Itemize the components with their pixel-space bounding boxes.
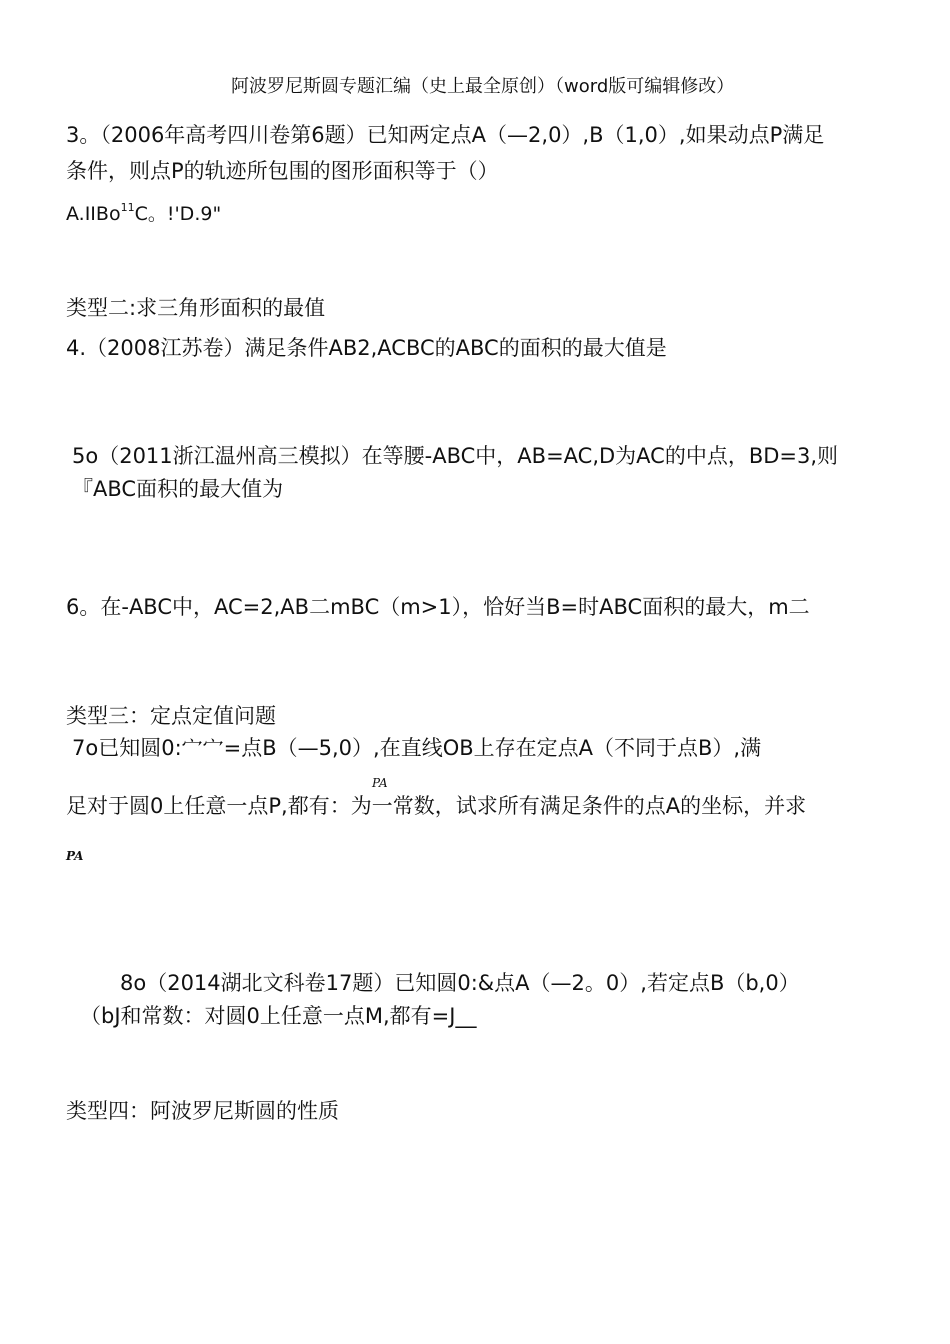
option-a-b: A.IIB [66,203,109,225]
question-5-line-1: 5o（2011浙江温州高三模拟）在等腰-ABC中，AB=AC,D为AC的中点，BD=3,则 [72,444,839,468]
section-heading-type-2: 类型二:求三角形面积的最值 [66,296,326,320]
option-c-d: C。!'D.9" [134,203,222,225]
question-3-line-1: 3。（2006年高考四川卷第6题）已知两定点A（—2,0）,B（1,0）,如果动点P满足 [66,123,825,147]
question-4: 4.（2008江苏卷）满足条件AB2,ACBC的ABC的面积的最大值是 [66,336,667,360]
fraction-numerator-pa: PA [372,776,388,790]
section-heading-type-3: 类型三：定点定值问题 [66,704,276,728]
question-7-line-2: 足对于圆0上任意一点P,都有：为一常数，试求所有满足条件的点A的坐标，并求 [66,794,807,818]
question-3-options [66,194,221,228]
question-8-line-2: （bJ和常数：对圆0上任意一点M,都有=J__ [80,1004,477,1028]
option-superscript: 11 [120,201,135,214]
option-subscript: o [108,203,121,225]
question-5-line-2: 『ABC面积的最大值为 [72,477,284,501]
question-8-line-1: 8o（2014湖北文科卷17题）已知圆0:&点A（—2。0）,若定点B（b,0） [120,971,800,995]
document-title: 阿波罗尼斯圆专题汇编（史上最全原创）（word版可编辑修改） [231,76,735,97]
question-7-line-1: 7o已知圆0:宀宀=点B（—5,0）,在直线OB上存在定点A（不同于点B）,满 [72,736,762,760]
section-heading-type-4: 类型四：阿波罗尼斯圆的性质 [66,1099,339,1123]
question-3-line-2: 条件，则点P的轨迹所包围的图形面积等于（） [66,159,499,183]
fraction-denominator-pa: PA [66,849,84,863]
question-6: 6。在-ABC中，AC=2,AB二mBC（m>1），恰好当B=时ABC面积的最大，m二 [66,595,810,619]
